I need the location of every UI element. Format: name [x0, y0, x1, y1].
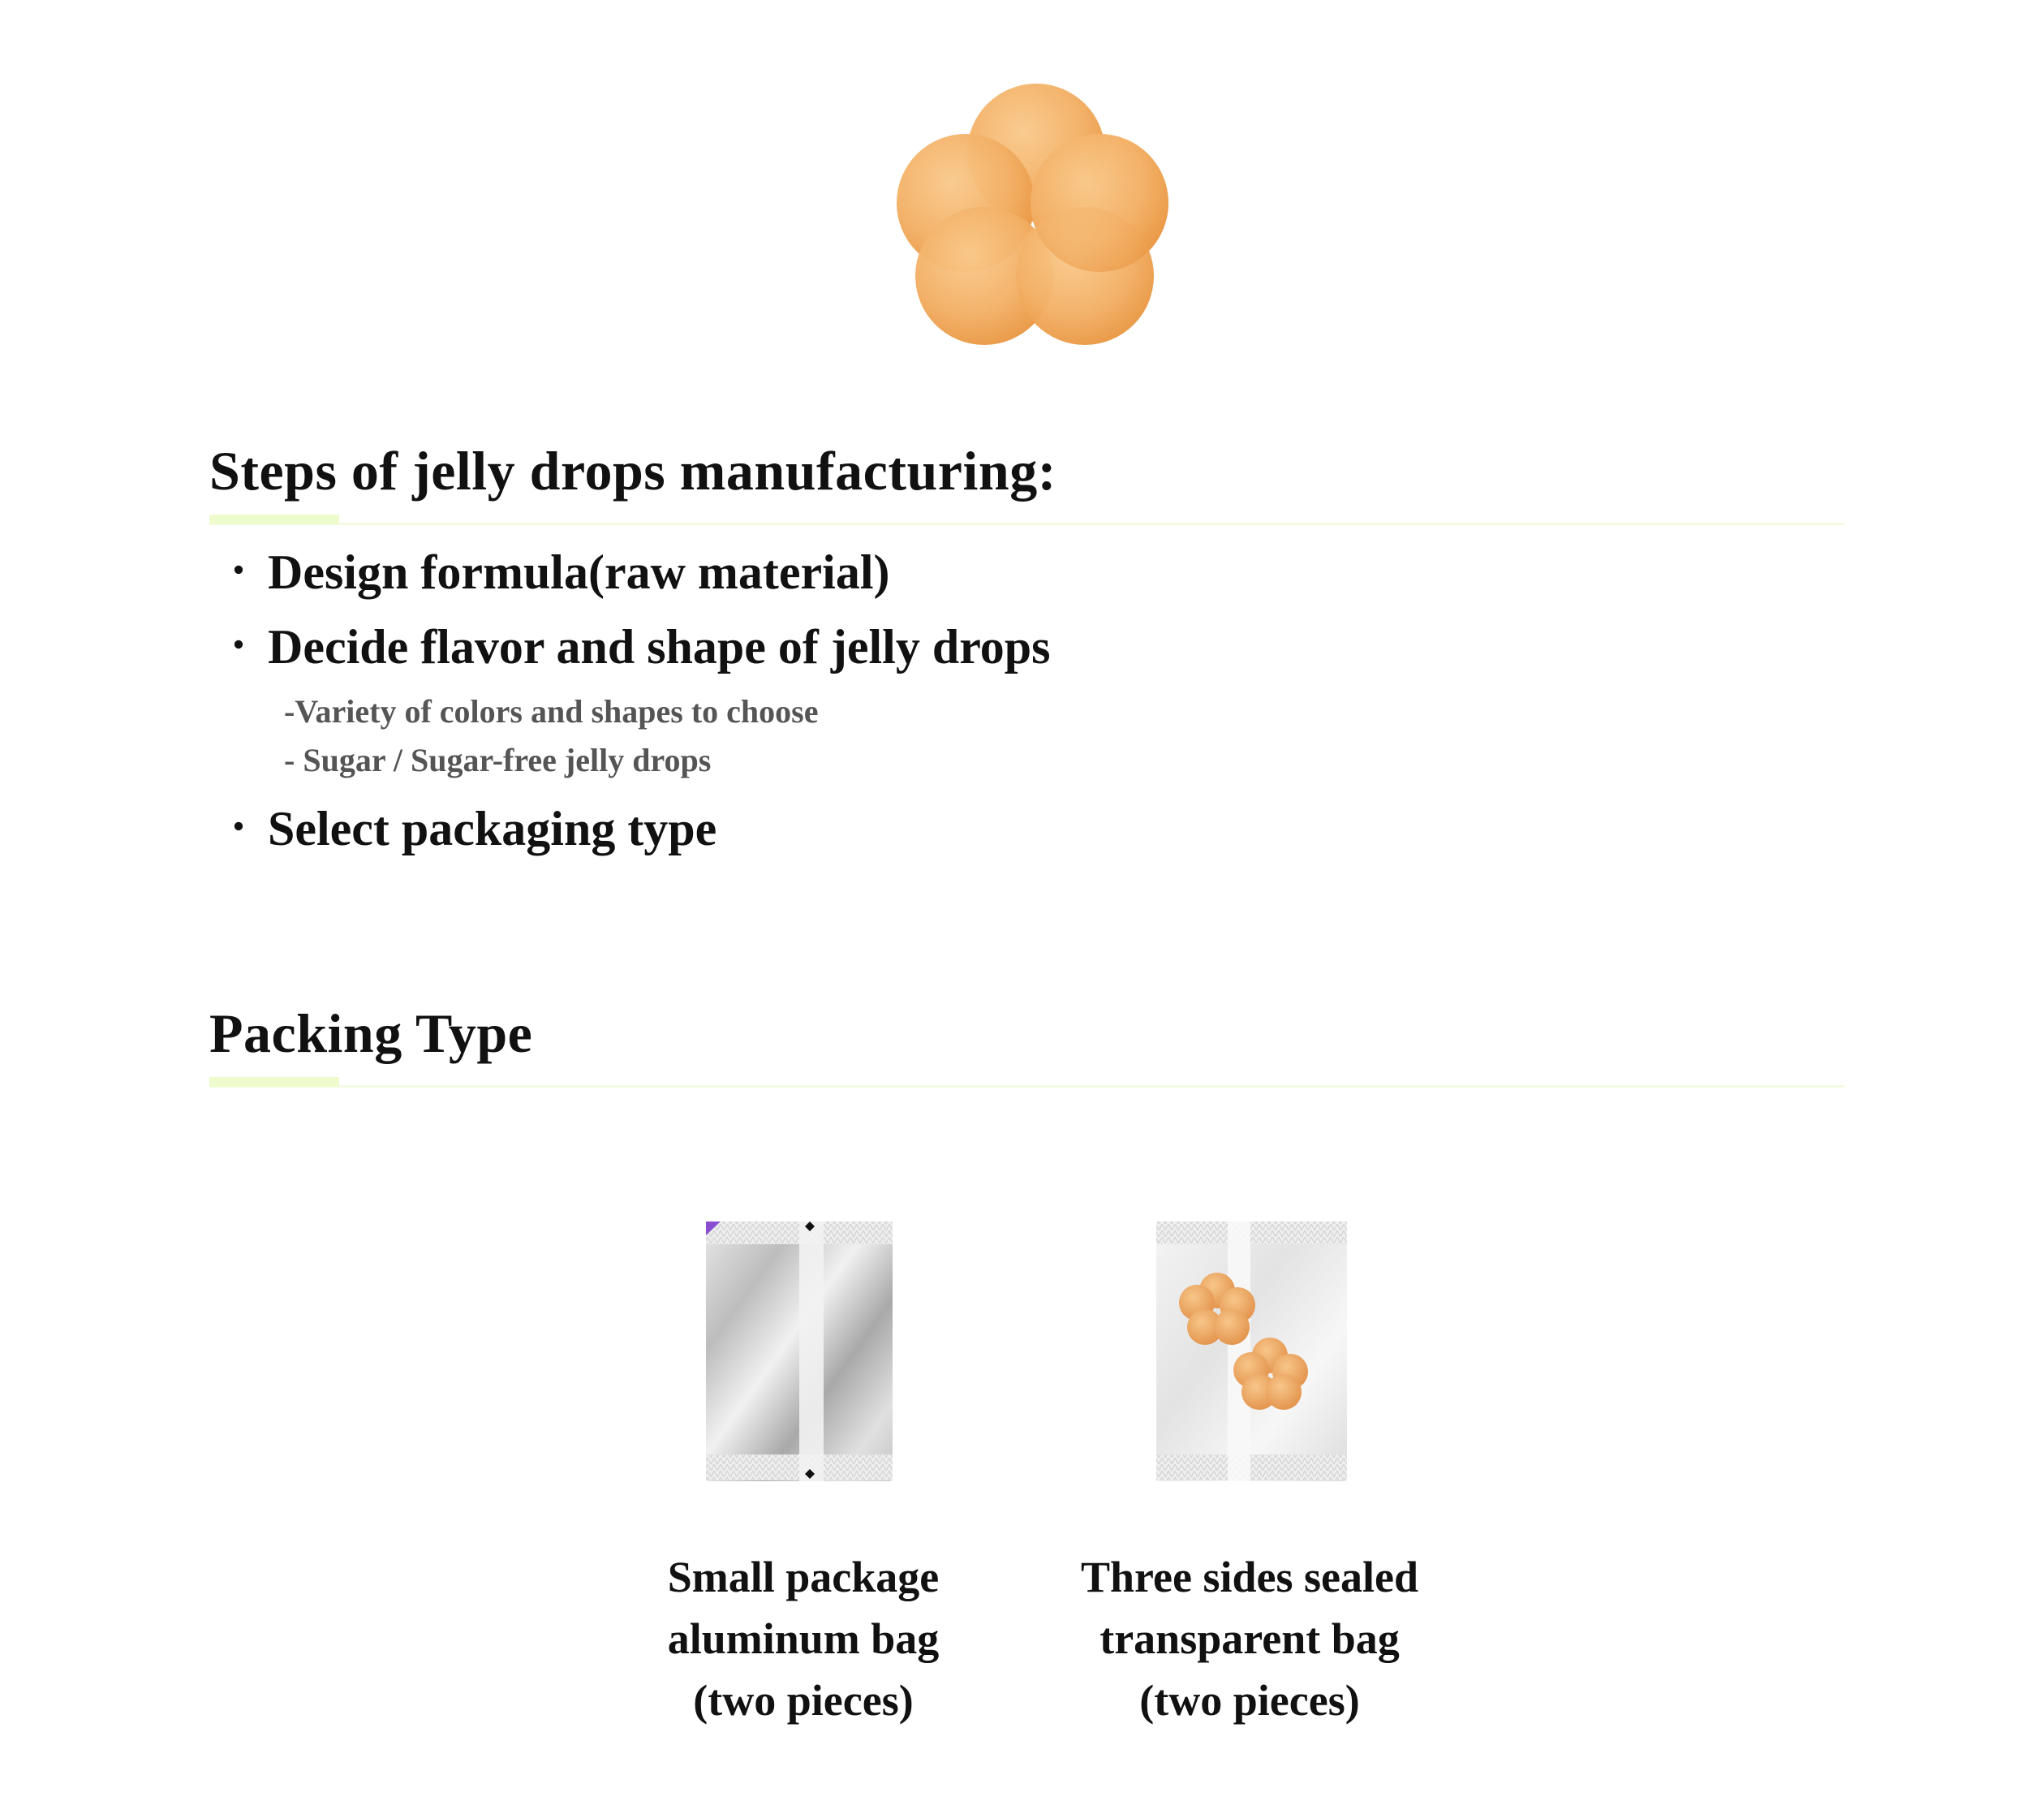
packing-section: [209, 1001, 1844, 1088]
step-subitems: [209, 687, 1050, 785]
steps-divider: [209, 515, 1844, 526]
step-item: [209, 796, 1050, 871]
step-label: Select packaging type: [268, 802, 717, 855]
pack-caption-aluminum: [560, 1546, 1047, 1731]
bullet-icon: ・: [219, 550, 259, 593]
step-item: [209, 540, 1050, 614]
step-label: Decide flavor and shape of jelly drops: [268, 620, 1051, 674]
bullet-icon: ・: [219, 807, 259, 850]
steps-section: [209, 438, 1844, 526]
pack-caption-line: (two pieces): [1139, 1676, 1360, 1725]
packing-divider: [209, 1077, 1844, 1088]
pack-caption-line: Small package: [667, 1553, 940, 1601]
step-label: Design formula(raw material): [268, 545, 890, 599]
step-item: [209, 614, 1050, 689]
transparent-bag-icon: [1087, 1217, 1428, 1485]
steps-title: Steps of jelly drops manufacturing:: [209, 440, 1056, 502]
pack-caption-transparent: [1006, 1546, 1493, 1731]
packing-title: Packing Type: [209, 1002, 533, 1064]
step-subitem: -Variety of colors and shapes to choose: [284, 693, 819, 730]
jelly-drop-flower-icon: [897, 81, 1177, 345]
pack-caption-line: (two pieces): [693, 1676, 914, 1725]
steps-list: [209, 540, 1050, 871]
pack-caption-line: aluminum bag: [667, 1614, 940, 1663]
pack-caption-line: Three sides sealed: [1081, 1553, 1418, 1601]
pack-caption-line: transparent bag: [1099, 1614, 1400, 1663]
aluminum-bag-icon: [633, 1217, 974, 1485]
step-subitem: - Sugar / Sugar-free jelly drops: [284, 742, 712, 778]
bullet-icon: ・: [219, 625, 259, 668]
